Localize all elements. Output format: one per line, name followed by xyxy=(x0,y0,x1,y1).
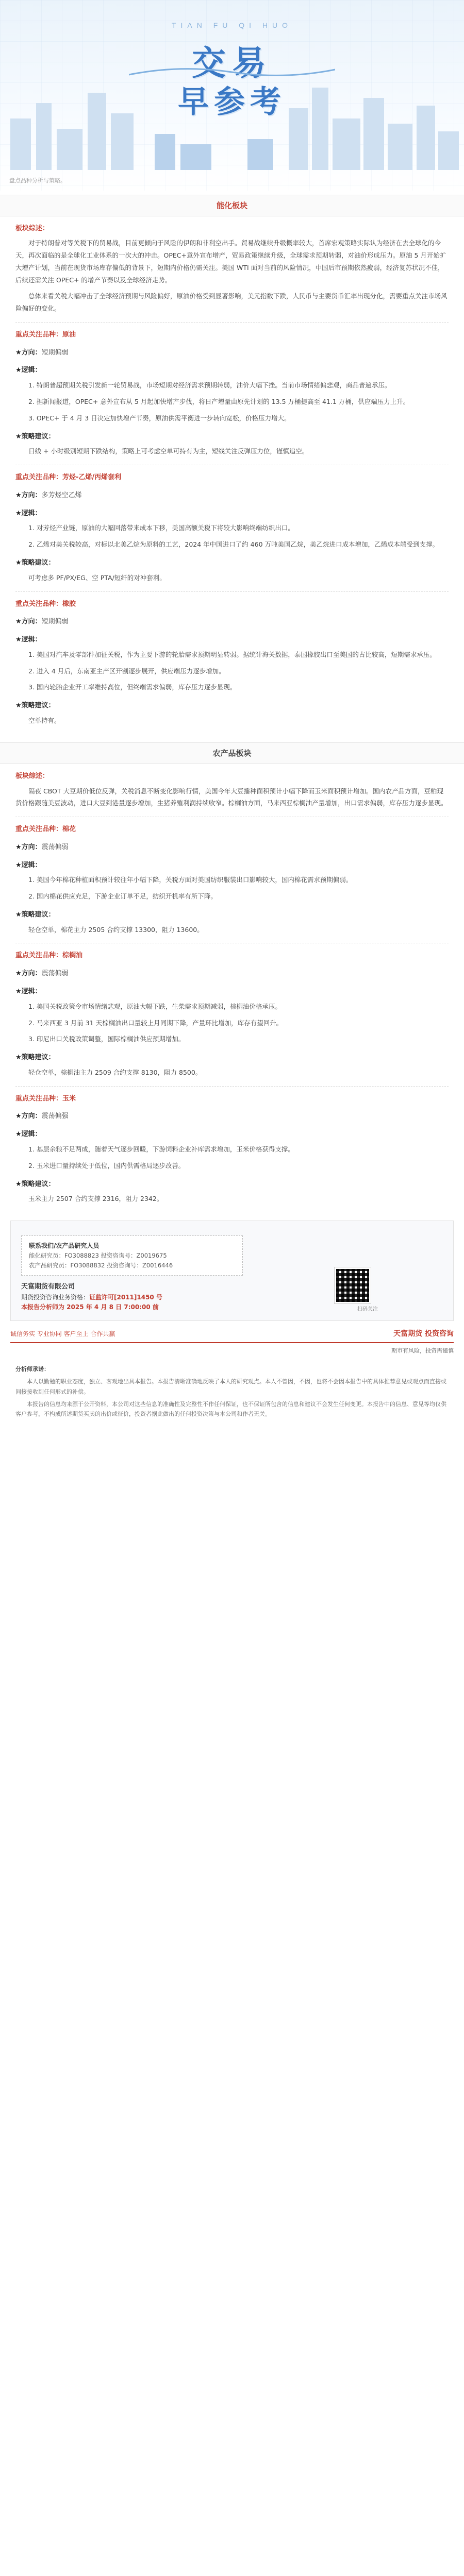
hero-title-line1: 交易 xyxy=(192,43,272,83)
legal-paragraph: 本报告的信息均来源于公开资料，本公司对这些信息的准确性及完整性不作任何保证，也不保证所包含的信息和建议不会发生任何变更。本报告中的信息、意见等均仅供客户参考，不构成所述期货买卖的出价或征价，投资者据此做出的任何投资决策与本公司和作者无关。 xyxy=(15,1400,446,1418)
focus-title: 重点关注品种：棕榈油 xyxy=(15,952,83,960)
direction-label: ★方向：多芳烃空乙烯 xyxy=(15,491,82,499)
brand-bar xyxy=(10,1328,454,1343)
logic-item: 2. 据新闻报道，OPEC+ 意外宣布从 5 月起加快增产步伐，将日产增量由原先计划的 13.5 万桶提高至 41.1 万桶，供应端压力上升。 xyxy=(28,398,410,406)
strategy-label: ★策略建议： xyxy=(15,702,55,710)
agri-section-title: 农产品板块 xyxy=(0,742,464,764)
logic-item: 1. 美国对汽车及零部件加征关税，作为主要下游的轮胎需求预期明显转弱。据统计海关数据，泰国橡胶出口至美国的占比较高，短期需求承压。 xyxy=(28,650,436,658)
direction-value: 震荡偏弱 xyxy=(41,970,69,978)
logic-label: ★逻辑： xyxy=(15,509,42,517)
direction-label: ★方向：短期偏弱 xyxy=(15,618,69,626)
strategy-label: ★策略建议： xyxy=(15,1054,55,1062)
agri-overview-label: 板块综述： xyxy=(15,772,49,780)
logic-item: 2. 国内棉花供应充足，下游企业订单不足，纺织开机率有所下降。 xyxy=(28,892,217,901)
logic-item: 1. 对芳烃产业链，原油的大幅回落带来成本下移，美国高额关税下将较大影响终端纺织出口。 xyxy=(28,524,294,532)
agri-overview-text: 隔夜 CBOT 大豆期价低位反弹，关税消息不断变化影响行情，美国今年大豆播种面积预计小幅下降而玉米面积预计增加。国内农产品方面，豆粕现货价格跟随美豆波动，进口大豆到港量逐步增加，生猪养殖利润持续收窄。棕榈油方面，马来西亚棕榈油产量增加，出口需求偏弱，库存压力逐步显现。 xyxy=(15,787,448,807)
strategy-text: 空单持有。 xyxy=(28,716,61,724)
direction-label: ★方向：震荡偏弱 xyxy=(15,843,69,851)
direction-value: 多芳烃空乙烯 xyxy=(41,491,82,499)
direction-label: ★方向：短期偏弱 xyxy=(15,348,69,357)
logic-item: 2. 马来西亚 3 月前 31 天棕榈油出口量较上月同期下降，产量环比增加，库存有望回升。 xyxy=(28,1019,283,1027)
logic-item: 2. 进入 4 月后，东南亚主产区开割逐步展开，供应端压力逐步增加。 xyxy=(28,667,225,675)
hero-banner xyxy=(0,0,464,191)
focus-title: 重点关注品种：玉米 xyxy=(15,1094,76,1103)
logic-item: 2. 乙烯对美关税较高，对标以北美乙烷为原料的工艺，2024 年中国进口了约 460 万吨美国乙烷，美乙烷进口成本增加，乙烯成本端受到支撑。 xyxy=(28,540,439,549)
legal-disclaimer xyxy=(15,1364,449,1419)
energy-content xyxy=(0,224,464,727)
energy-overview-text: 对于特朗普对等关税下的贸易战，目前更倾向于风险的伊朗和非利空出手。贸易战继续升级概率较大，首席宏观策略实际认为经济在去全球化的今天，再次面临的是全球化工业体系的一次大的冲击。OPEC+意外宣布增产，贸易政策继续升级，全球需求预期转弱，对油价形成压力。原油 5 月开始扩大增产计划，当前在现货市场库存偏低的背景下，短期内价格仍需关注。美国 WTI 面对当前的风险情况，中国后市预期依然疲弱，经济复苏状况不佳，后续还需关注 OPEC+ 的增产节奏以及全球经济走势。 xyxy=(15,239,446,284)
company-info-card xyxy=(10,1221,454,1321)
strategy-label: ★策略建议： xyxy=(15,1180,55,1188)
logic-label: ★逻辑： xyxy=(15,1130,42,1139)
logic-item: 1. 特朗普超预期关税引发新一轮贸易战，市场短期对经济需求预期转弱，油价大幅下挫。当前市场情绪偏悲观，商品普遍承压。 xyxy=(28,381,391,389)
strategy-text: 日线 + 小时级别短期下跌结构，策略上可考虑空单可持有为主，短线关注反弹压力位，谨慎追空。 xyxy=(28,447,309,455)
divider xyxy=(15,322,449,323)
logic-item: 1. 美国关税政策令市场情绪悲观，原油大幅下跌，生柴需求预期减弱，棕榈油价格承压。 xyxy=(28,1002,281,1010)
agri-section-header xyxy=(0,742,464,764)
company-name: 天富期货有限公司 xyxy=(21,1283,75,1291)
licence-number: 证监许可[2011]1450 号 xyxy=(89,1293,162,1301)
focus-title: 重点关注品种：棉花 xyxy=(15,825,76,833)
energy-focus-aromatics xyxy=(15,472,449,584)
contact-row: 农产品研究员：FO3088832 投资咨询号：Z0016446 xyxy=(29,1261,173,1269)
logic-label: ★逻辑： xyxy=(15,988,42,996)
logic-label: ★逻辑： xyxy=(15,636,42,644)
qr-label: 扫码关注 xyxy=(357,1307,378,1313)
direction-value: 震荡偏强 xyxy=(41,1112,69,1121)
logic-label: ★逻辑： xyxy=(15,861,42,869)
logic-item: 2. 玉米进口量持续处于低位，国内供需格局逐步改善。 xyxy=(28,1161,185,1170)
strategy-label: ★策略建议： xyxy=(15,558,55,567)
contact-title: 联系我们/农产品研究人员 xyxy=(29,1242,100,1250)
divider xyxy=(15,1086,449,1087)
logic-item: 3. 印尼出口关税政策调整，国际棕榈油供应预期增加。 xyxy=(28,1035,185,1043)
legal-paragraph: 本人以勤勉的职业态度，独立、客观地出具本报告。本报告清晰准确地反映了本人的研究观点。本人不曾因，不因，也将不会因本报告中的具体推荐意见或观点而直接或间接接收到任何形式的补偿。 xyxy=(15,1378,446,1395)
energy-section-title: 能化板块 xyxy=(0,195,464,216)
hero-title-line2: 早参考 xyxy=(178,84,286,120)
direction-label: ★方向：震荡偏弱 xyxy=(15,970,69,978)
contact-box xyxy=(21,1235,243,1276)
brand-slogan: 诚信务实 专业协同 客户至上 合作共赢 xyxy=(10,1330,115,1337)
energy-overview-label: 板块综述： xyxy=(15,224,49,232)
logic-item: 3. 国内轮胎企业开工率维持高位，但终端需求偏弱，库存压力逐步显现。 xyxy=(28,683,237,691)
analyst-line: 本报告分析师为 2025 年 4 月 8 日 7:00:00 前 xyxy=(21,1303,159,1311)
energy-section-header xyxy=(0,195,464,216)
brand-logo: 天富期货 投资咨询 xyxy=(393,1330,454,1338)
focus-title: 重点关注品种：芳烃-乙烯/丙烯套利 xyxy=(15,473,122,482)
direction-value: 短期偏弱 xyxy=(41,348,69,357)
intro-note: 盘点品种分析与策略。 xyxy=(9,177,66,184)
qr-code-image[interactable] xyxy=(335,1267,371,1303)
direction-value: 短期偏弱 xyxy=(41,618,69,626)
energy-overview-text-2: 总体来看关税大幅冲击了全球经济预期与风险偏好，原油价格受到显著影响，美元指数下跌，人民币与主要货币汇率出现分化，需要重点关注市场风险偏好的变化。 xyxy=(15,292,448,313)
direction-label: ★方向：震荡偏强 xyxy=(15,1112,69,1121)
direction-value: 震荡偏弱 xyxy=(41,843,69,851)
agri-focus-cotton xyxy=(15,824,449,936)
agri-focus-corn xyxy=(15,1094,449,1205)
strategy-text: 轻仓空单，棕榈油主力 2509 合约支撑 8130，阻力 8500。 xyxy=(28,1068,202,1076)
strategy-label: ★策略建议： xyxy=(15,432,55,440)
logic-label: ★逻辑： xyxy=(15,366,42,375)
contact-row: 能化研究员：FO3088823 投资咨询号：Z0019675 xyxy=(29,1252,167,1260)
energy-focus-crude xyxy=(15,330,449,457)
divider xyxy=(15,591,449,592)
focus-title: 重点关注品种：橡胶 xyxy=(15,600,76,608)
energy-focus-rubber xyxy=(15,599,449,727)
licence-line: 期货投资咨询业务资格：证监许可[2011]1450 号 xyxy=(21,1293,162,1301)
agri-content xyxy=(0,771,464,1205)
focus-title: 重点关注品种：原油 xyxy=(15,330,76,338)
logic-item: 1. 美国今年棉花种植面积预计较往年小幅下降，关税方面对美国纺织服装出口影响较大，国内棉花需求预期偏弱。 xyxy=(28,876,353,884)
strategy-text: 可考虑多 PF/PX/EG、空 PTA/短纤的对冲套利。 xyxy=(28,573,166,582)
strategy-label: ★策略建议： xyxy=(15,910,55,919)
logic-item: 3. OPEC+ 于 4 月 3 日决定加快增产节奏，原油供需平衡进一步转向宽松，价格压力增大。 xyxy=(28,414,291,422)
logic-item: 1. 基层余粮不足两成，随着天气逐步回暖，下游饲料企业补库需求增加，玉米价格获得支撑。 xyxy=(28,1145,294,1154)
strategy-text: 玉米主力 2507 合约支撑 2316，阻力 2342。 xyxy=(28,1195,163,1203)
hero-latin-subtitle: TIAN FU QI HUO xyxy=(171,21,293,29)
agri-focus-palm-oil xyxy=(15,951,449,1078)
risk-warning: 期市有风险，投资需谨慎 xyxy=(391,1347,454,1354)
strategy-text: 轻仓空单，棉花主力 2505 合约支撑 13300，阻力 13600。 xyxy=(28,925,204,934)
legal-title: 分析师承诺： xyxy=(15,1366,49,1373)
